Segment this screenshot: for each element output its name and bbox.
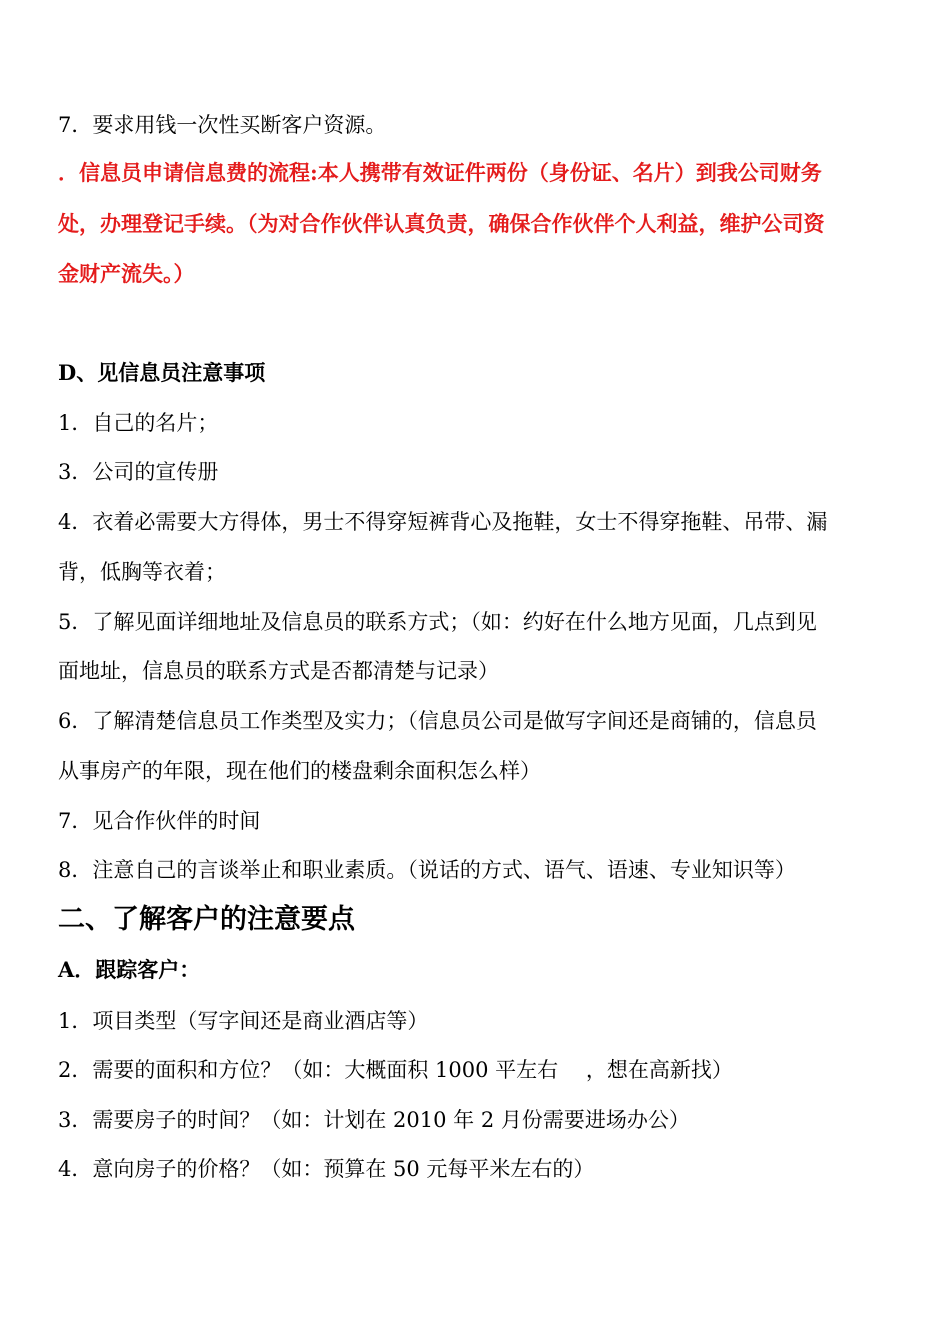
section-heading-two: 二、了解客户的注意要点 <box>58 904 355 935</box>
subheading-a: A．跟踪客户： <box>58 957 201 982</box>
list-item-7-buyout: 7．要求用钱一次性买断客户资源。 <box>58 113 387 137</box>
client-item-1: 1．项目类型（写字间还是商业酒店等） <box>58 1009 429 1033</box>
section-heading-d: D、见信息员注意事项 <box>58 360 266 385</box>
client-item-2: 2．需要的面积和方位？（如：大概面积 1000 平左右 ，想在高新找） <box>58 1058 733 1082</box>
list-item-6-line-1: 6．了解清楚信息员工作类型及实力；（信息员公司是做写字间还是商铺的，信息员 <box>58 709 817 733</box>
red-notice-line-1: ．信息员申请信息费的流程:本人携带有效证件两份（身份证、名片）到我公司财务 <box>58 160 822 185</box>
list-item-5-line-1: 5．了解见面详细地址及信息员的联系方式；（如：约好在什么地方见面，几点到见 <box>58 610 817 634</box>
list-item-4-line-1: 4．衣着必需要大方得体，男士不得穿短裤背心及拖鞋，女士不得穿拖鞋、吊带、漏 <box>58 510 828 534</box>
client-item-3: 3．需要房子的时间？（如：计划在 2010 年 2 月份需要进场办公） <box>58 1108 690 1132</box>
client-item-4: 4．意向房子的价格？（如：预算在 50 元每平米左右的） <box>58 1157 595 1181</box>
list-item-7: 7．见合作伙伴的时间 <box>58 809 261 833</box>
list-item-4-line-2: 背，低胸等衣着； <box>58 560 226 584</box>
red-notice-line-3: 金财产流失。） <box>58 261 195 286</box>
list-item-8: 8．注意自己的言谈举止和职业素质。（说话的方式、语气、语速、专业知识等） <box>58 858 796 882</box>
list-item-5-line-2: 面地址，信息员的联系方式是否都清楚与记录） <box>58 659 499 683</box>
red-notice-line-2: 处，办理登记手续。（为对合作伙伴认真负责，确保合作伙伴个人利益，维护公司资 <box>58 211 825 236</box>
list-item-6-line-2: 从事房产的年限，现在他们的楼盘剩余面积怎么样） <box>58 759 541 783</box>
list-item-1: 1．自己的名片； <box>58 411 219 435</box>
list-item-3: 3．公司的宣传册 <box>58 460 219 484</box>
